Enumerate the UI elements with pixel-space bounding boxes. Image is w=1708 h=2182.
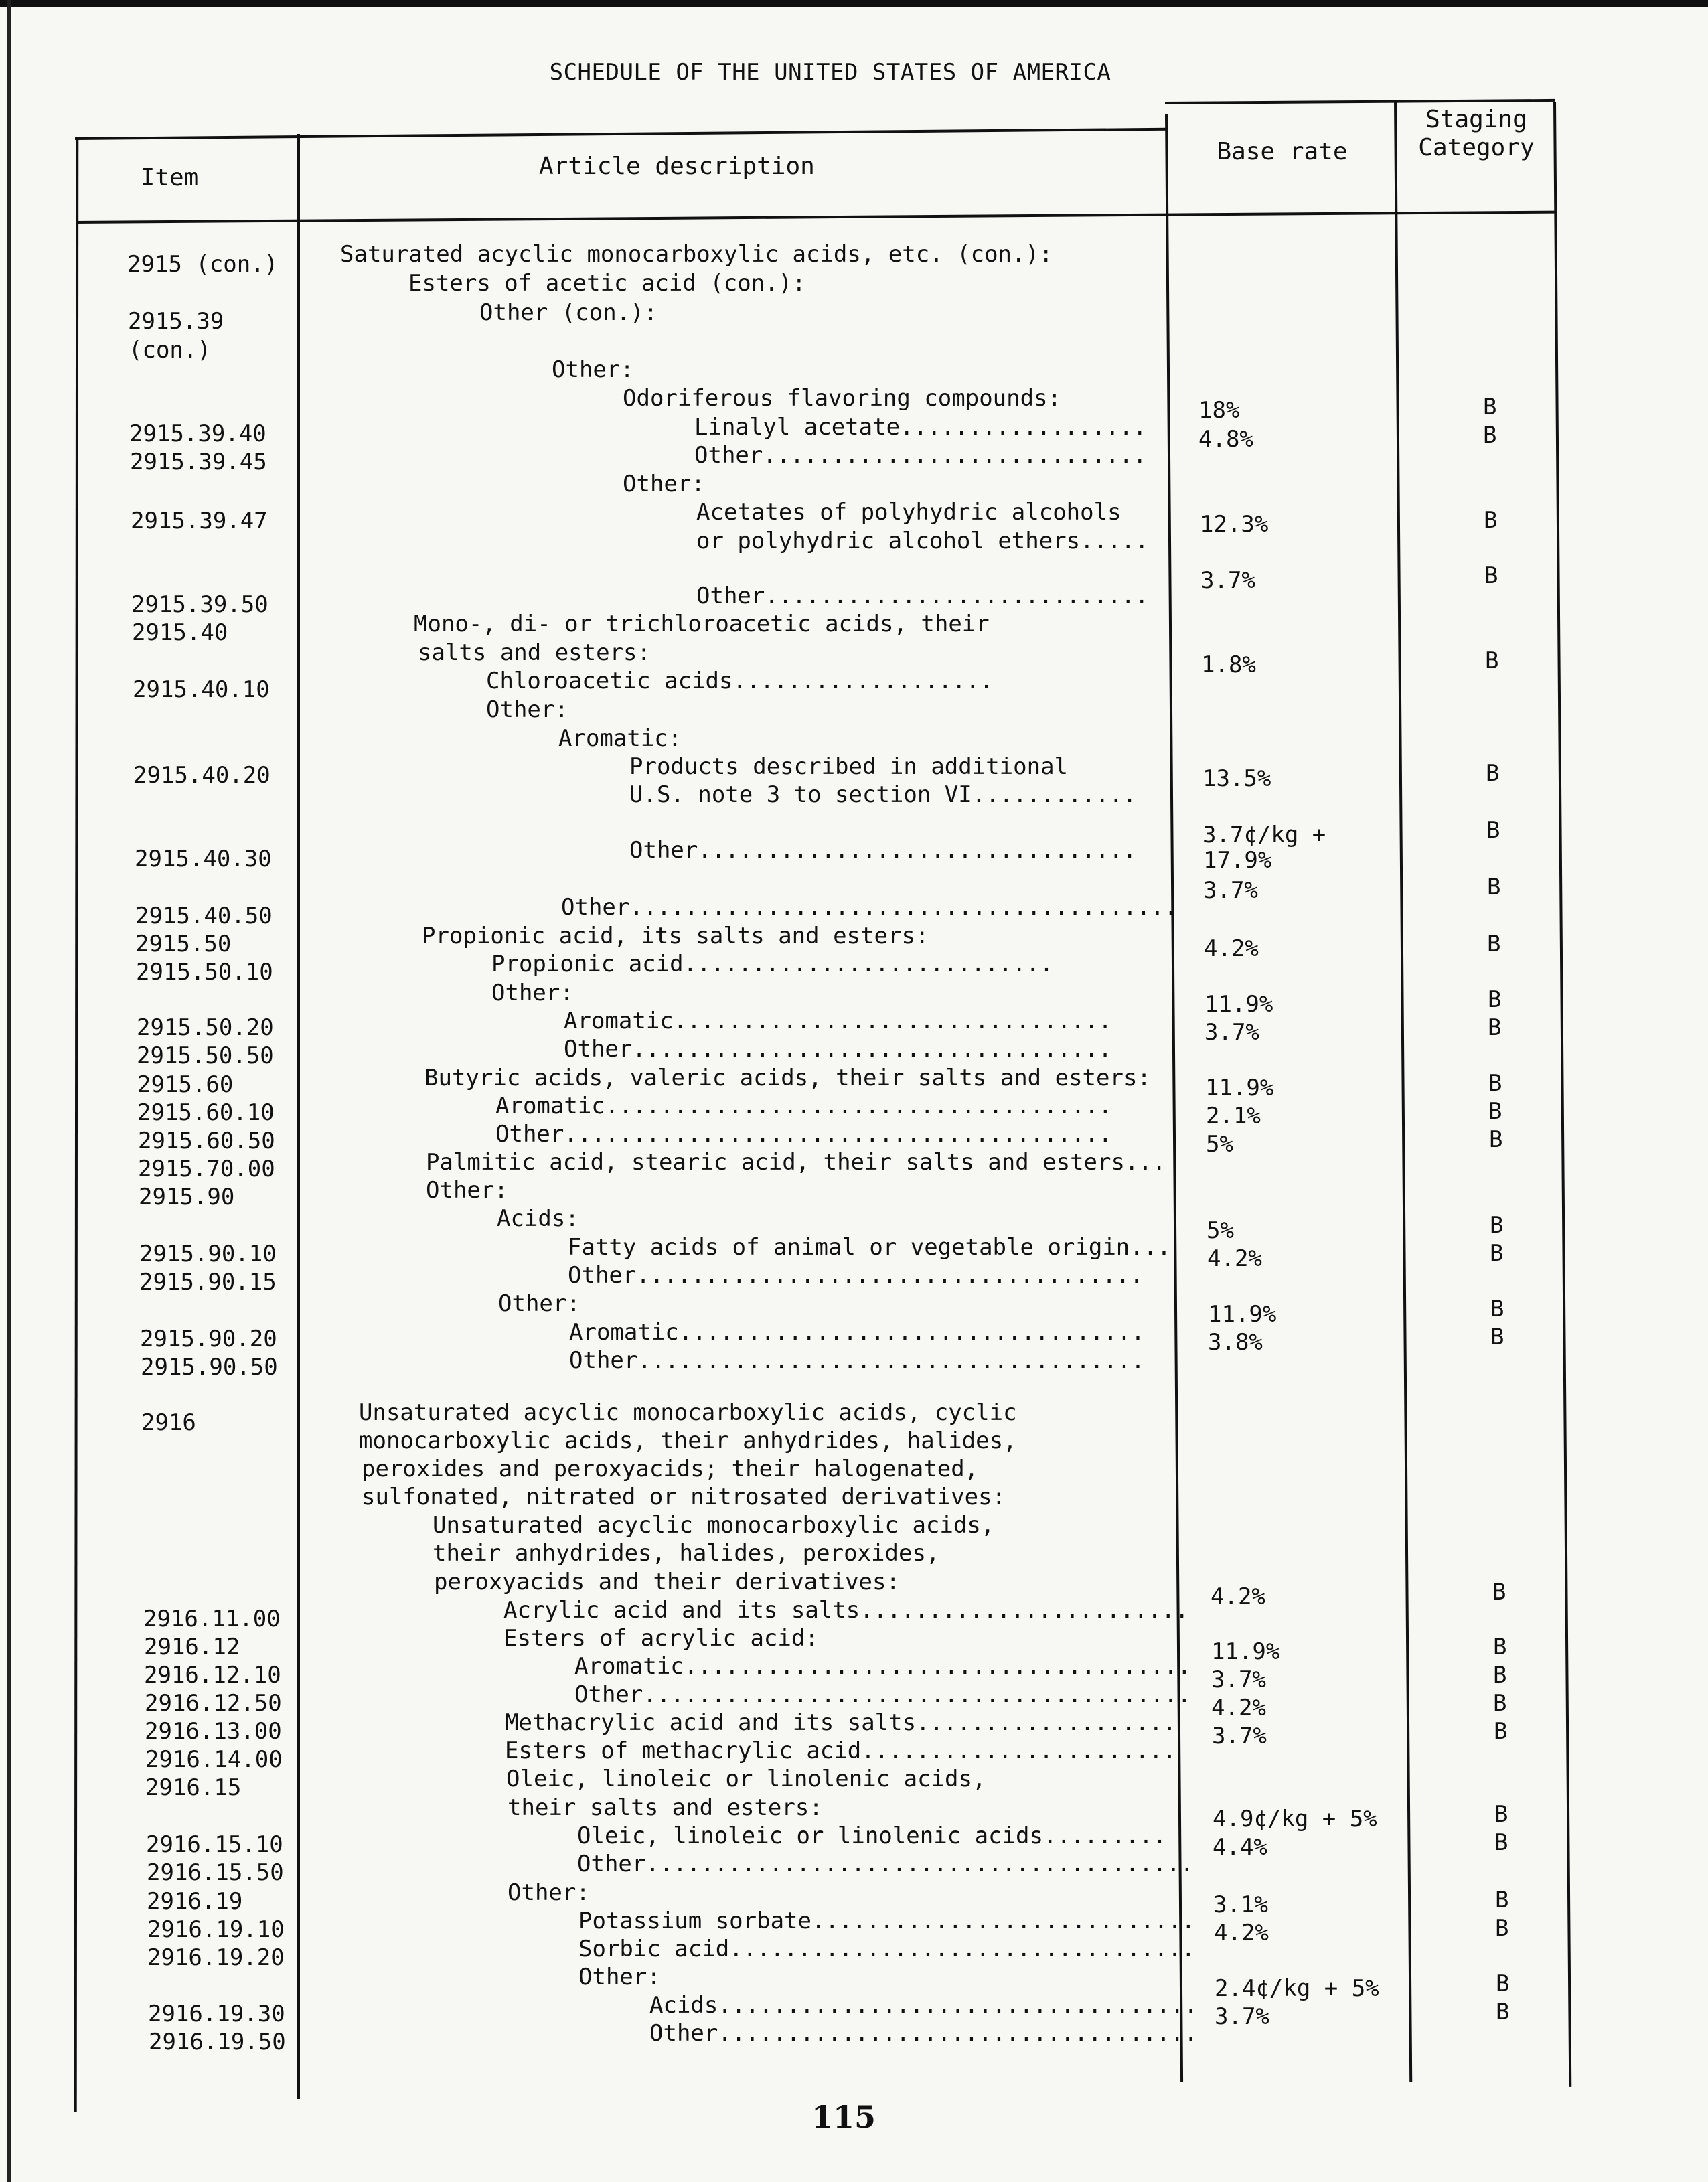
- article-description-line: Other:: [552, 356, 634, 383]
- article-description-line: Sorbic acid..................................: [578, 1936, 1196, 1962]
- article-description-line: Other............................: [696, 582, 1149, 609]
- article-description-line: Linalyl acetate..................: [694, 414, 1147, 441]
- article-description-line: Other:: [426, 1177, 508, 1204]
- item-number: 2916.19.10: [147, 1916, 285, 1943]
- base-rate: 2.1%: [1206, 1103, 1261, 1129]
- item-number: 2915.39: [128, 308, 224, 335]
- base-rate: 3.7%: [1205, 1019, 1259, 1046]
- staging-category: B: [1488, 986, 1502, 1013]
- staging-category: B: [1494, 1718, 1508, 1745]
- base-rate: 4.4%: [1213, 1834, 1267, 1861]
- item-number: 2915.90.50: [141, 1354, 278, 1381]
- article-description-line: Oleic, linoleic or linolenic acids.........: [577, 1822, 1167, 1849]
- article-description-line: Mono-, di- or trichloroacetic acids, their: [414, 611, 990, 637]
- article-description-line: Unsaturated acyclic monocarboxylic acids, cyclic: [359, 1399, 1017, 1426]
- staging-category: B: [1487, 931, 1501, 957]
- base-rate: 11.9%: [1211, 1638, 1280, 1665]
- item-number: 2915.50.50: [137, 1042, 274, 1069]
- scan-top-edge: [0, 0, 1708, 7]
- article-description-line: peroxyacids and their derivatives:: [434, 1569, 900, 1595]
- item-number: 2915.60.50: [138, 1127, 275, 1154]
- base-rate: 5%: [1207, 1217, 1234, 1244]
- staging-category: B: [1490, 1296, 1504, 1322]
- header-staging-line2: Category: [1418, 134, 1535, 161]
- staging-category: B: [1486, 760, 1500, 787]
- item-number: 2916.14.00: [145, 1746, 283, 1773]
- staging-category: B: [1493, 1662, 1507, 1689]
- article-description-line: Other:: [623, 471, 705, 497]
- item-number: 2915.40.20: [133, 762, 270, 789]
- article-description-line: Acids:: [497, 1205, 579, 1232]
- article-description-line: Other................................: [629, 837, 1137, 864]
- base-rate: 4.2%: [1214, 1920, 1269, 1946]
- article-description-line: Butyric acids, valeric acids, their salts and esters:: [424, 1065, 1151, 1091]
- item-number: 2915.90: [139, 1184, 235, 1211]
- table-top-rule-left: [75, 128, 1166, 140]
- col-rule-right: [1553, 102, 1571, 2087]
- item-number: 2915.50: [135, 931, 232, 957]
- base-rate: 3.7¢/kg +: [1202, 822, 1326, 848]
- article-description-line: Chloroacetic acids...................: [486, 668, 994, 694]
- article-description-line: Unsaturated acyclic monocarboxylic acids,: [433, 1512, 995, 1539]
- article-description-line: Other (con.):: [479, 299, 658, 326]
- item-number: 2915.40: [132, 619, 228, 646]
- base-rate: 1.8%: [1201, 651, 1256, 678]
- base-rate: 3.8%: [1208, 1329, 1263, 1356]
- staging-category: B: [1484, 562, 1498, 589]
- item-number: 2916.15.50: [147, 1859, 284, 1886]
- article-description-line: Other........................................: [577, 1851, 1194, 1877]
- staging-category: B: [1490, 1240, 1504, 1267]
- item-number: 2916.19.30: [148, 2001, 285, 2027]
- header-staging-category: [1396, 106, 1557, 162]
- item-number: 2915.60: [137, 1071, 234, 1098]
- article-description-line: Esters of acrylic acid:: [503, 1625, 819, 1652]
- article-description-line: Aromatic:: [558, 725, 682, 752]
- base-rate: 3.7%: [1215, 2003, 1269, 2030]
- base-rate: 2.4¢/kg + 5%: [1215, 1975, 1379, 2002]
- item-number: 2915.40.30: [135, 846, 272, 872]
- base-rate: 11.9%: [1208, 1301, 1277, 1328]
- staging-category: B: [1495, 1915, 1509, 1942]
- article-description-line: their anhydrides, halides, peroxides,: [433, 1540, 940, 1567]
- article-description-line: Odoriferous flavoring compounds:: [623, 385, 1062, 412]
- item-number: 2916.13.00: [145, 1718, 282, 1745]
- item-number: 2915.39.45: [130, 449, 267, 475]
- header-item: Item: [140, 164, 199, 191]
- article-description-line: their salts and esters:: [508, 1794, 823, 1821]
- article-description-line: Products described in additional: [629, 753, 1069, 780]
- item-number: 2916.12.50: [145, 1690, 282, 1717]
- article-description-line: Palmitic acid, stearic acid, their salts and esters...: [426, 1149, 1166, 1176]
- staging-category: B: [1484, 507, 1498, 534]
- article-description-line: Aromatic.....................................: [495, 1093, 1113, 1119]
- base-rate: 4.2%: [1211, 1695, 1266, 1721]
- table-top-rule-right: [1165, 99, 1555, 104]
- staging-category: B: [1493, 1690, 1507, 1717]
- article-description-line: Fatty acids of animal or vegetable origin...: [568, 1234, 1171, 1261]
- col-rule-left: [74, 137, 79, 2112]
- base-rate: 4.2%: [1211, 1583, 1265, 1610]
- base-rate: 3.7%: [1200, 567, 1255, 594]
- article-description-line: Acetates of polyhydric alcohols: [696, 499, 1121, 526]
- staging-category: B: [1488, 1098, 1502, 1125]
- item-number: 2916.19.50: [149, 2029, 286, 2055]
- article-description-line: Propionic acid...........................: [491, 951, 1054, 978]
- item-number: 2915.39.40: [129, 420, 266, 447]
- base-rate: 4.9¢/kg + 5%: [1213, 1806, 1377, 1833]
- staging-category: B: [1489, 1126, 1503, 1153]
- staging-category: B: [1490, 1212, 1504, 1239]
- article-description-line: salts and esters:: [418, 639, 651, 666]
- header-base-rate: Base rate: [1217, 138, 1348, 165]
- article-description-line: Other...................................: [564, 1036, 1112, 1063]
- staging-category: B: [1486, 817, 1500, 844]
- article-description-line: Aromatic..................................: [569, 1319, 1145, 1346]
- item-number: 2916.19: [147, 1888, 243, 1915]
- base-rate: 4.2%: [1207, 1245, 1262, 1272]
- article-description-line: Other:: [486, 696, 568, 723]
- article-description-line: Other............................: [694, 442, 1147, 469]
- staging-category: B: [1494, 1801, 1508, 1828]
- item-number: 2915.90.15: [139, 1269, 277, 1296]
- staging-category: B: [1487, 874, 1501, 901]
- staging-category: B: [1483, 422, 1497, 449]
- staging-category: B: [1488, 1014, 1502, 1041]
- article-description-line: Other:: [508, 1879, 590, 1906]
- article-description-line: Other.....................................: [569, 1347, 1145, 1374]
- staging-category: B: [1488, 1070, 1502, 1097]
- article-description-line: Acrylic acid and its salts........................: [503, 1597, 1189, 1624]
- article-description-line: monocarboxylic acids, their anhydrides, halides,: [359, 1427, 1017, 1454]
- item-number: 2916: [141, 1409, 196, 1436]
- staging-category: B: [1496, 1970, 1510, 1997]
- article-description-line: Oleic, linoleic or linolenic acids,: [506, 1766, 986, 1792]
- item-number: 2915.60.10: [137, 1099, 275, 1126]
- base-rate: 3.7%: [1203, 877, 1258, 904]
- item-number: 2915.40.10: [133, 676, 270, 703]
- base-rate: 3.7%: [1212, 1723, 1267, 1749]
- article-description-line: Other:: [491, 980, 574, 1006]
- staging-category: B: [1483, 394, 1497, 420]
- article-description-line: Esters of acetic acid (con.):: [408, 270, 806, 297]
- base-rate: 13.5%: [1202, 765, 1271, 792]
- staging-category: B: [1492, 1579, 1506, 1606]
- article-description-line: Other........................................: [495, 1121, 1113, 1148]
- base-rate: 5%: [1206, 1131, 1233, 1158]
- base-rate: 11.9%: [1205, 991, 1273, 1018]
- staging-category: B: [1496, 1999, 1510, 2025]
- article-description-line: peroxides and peroxyacids; their halogenated,: [362, 1456, 979, 1482]
- article-description-line: sulfonated, nitrated or nitrosated derivatives:: [362, 1484, 1006, 1510]
- col-rule-staging: [1394, 100, 1412, 2082]
- article-description-line: Aromatic.....................................: [574, 1653, 1192, 1680]
- article-description-line: Other:: [578, 1964, 661, 1991]
- base-rate: 12.3%: [1200, 511, 1269, 538]
- item-number: 2916.12.10: [144, 1662, 281, 1689]
- item-number: 2916.15.10: [146, 1831, 283, 1858]
- staging-category: B: [1490, 1324, 1504, 1350]
- page-number: 115: [811, 2099, 876, 2135]
- base-rate: 17.9%: [1203, 847, 1272, 874]
- article-description-line: Potassium sorbate............................: [578, 1907, 1196, 1934]
- article-description-line: Methacrylic acid and its salts...................: [505, 1709, 1177, 1736]
- item-number: 2916.15: [145, 1774, 242, 1801]
- article-description-line: Saturated acyclic monocarboxylic acids, etc. (con.):: [340, 241, 1053, 268]
- base-rate: 11.9%: [1205, 1075, 1274, 1101]
- article-description-line: or polyhydric alcohol ethers.....: [696, 528, 1149, 554]
- item-number: 2915.90.10: [139, 1241, 277, 1267]
- base-rate: 3.7%: [1211, 1666, 1266, 1693]
- item-number: 2916.12: [144, 1634, 240, 1660]
- staging-category: B: [1495, 1887, 1509, 1914]
- item-number: 2915 (con.): [127, 251, 279, 278]
- item-number: 2915.50.20: [137, 1014, 274, 1041]
- item-number: 2915.50.10: [136, 959, 273, 986]
- staging-category: B: [1494, 1829, 1508, 1856]
- item-number: 2915.40.50: [135, 903, 273, 929]
- item-number: 2915.90.20: [140, 1326, 277, 1352]
- item-number: 2915.70.00: [138, 1156, 275, 1182]
- item-number: 2916.19.20: [147, 1944, 285, 1971]
- article-description-line: Propionic acid, its salts and esters:: [422, 923, 929, 949]
- page-title: SCHEDULE OF THE UNITED STATES OF AMERICA: [549, 59, 1111, 86]
- base-rate: 4.2%: [1204, 935, 1259, 962]
- item-number: 2916.11.00: [143, 1606, 281, 1632]
- col-rule-item: [297, 134, 300, 2099]
- article-description-line: Other...................................: [649, 2020, 1198, 2047]
- scan-left-edge: [7, 0, 11, 2182]
- article-description-line: Other........................................: [561, 894, 1178, 921]
- item-number: (con.): [129, 337, 211, 364]
- item-number: 2915.39.50: [131, 591, 268, 618]
- article-description-line: Other........................................: [574, 1681, 1192, 1708]
- base-rate: 18%: [1198, 397, 1240, 424]
- article-description-line: Other:: [498, 1290, 580, 1317]
- article-description-line: U.S. note 3 to section VI............: [629, 781, 1137, 808]
- col-rule-rate: [1165, 114, 1183, 2082]
- staging-category: B: [1493, 1634, 1507, 1660]
- article-description-line: Aromatic................................: [564, 1008, 1112, 1034]
- staging-category: B: [1485, 647, 1499, 674]
- base-rate: 4.8%: [1198, 426, 1253, 453]
- header-staging-line1: Staging: [1425, 106, 1527, 133]
- article-description-line: Esters of methacrylic acid.......................: [505, 1737, 1177, 1764]
- article-description-line: Acids...................................: [649, 1992, 1198, 2019]
- base-rate: 3.1%: [1213, 1891, 1268, 1918]
- article-description-line: Other.....................................: [568, 1262, 1144, 1289]
- header-article-description: Article description: [539, 153, 815, 180]
- item-number: 2915.39.47: [131, 508, 268, 534]
